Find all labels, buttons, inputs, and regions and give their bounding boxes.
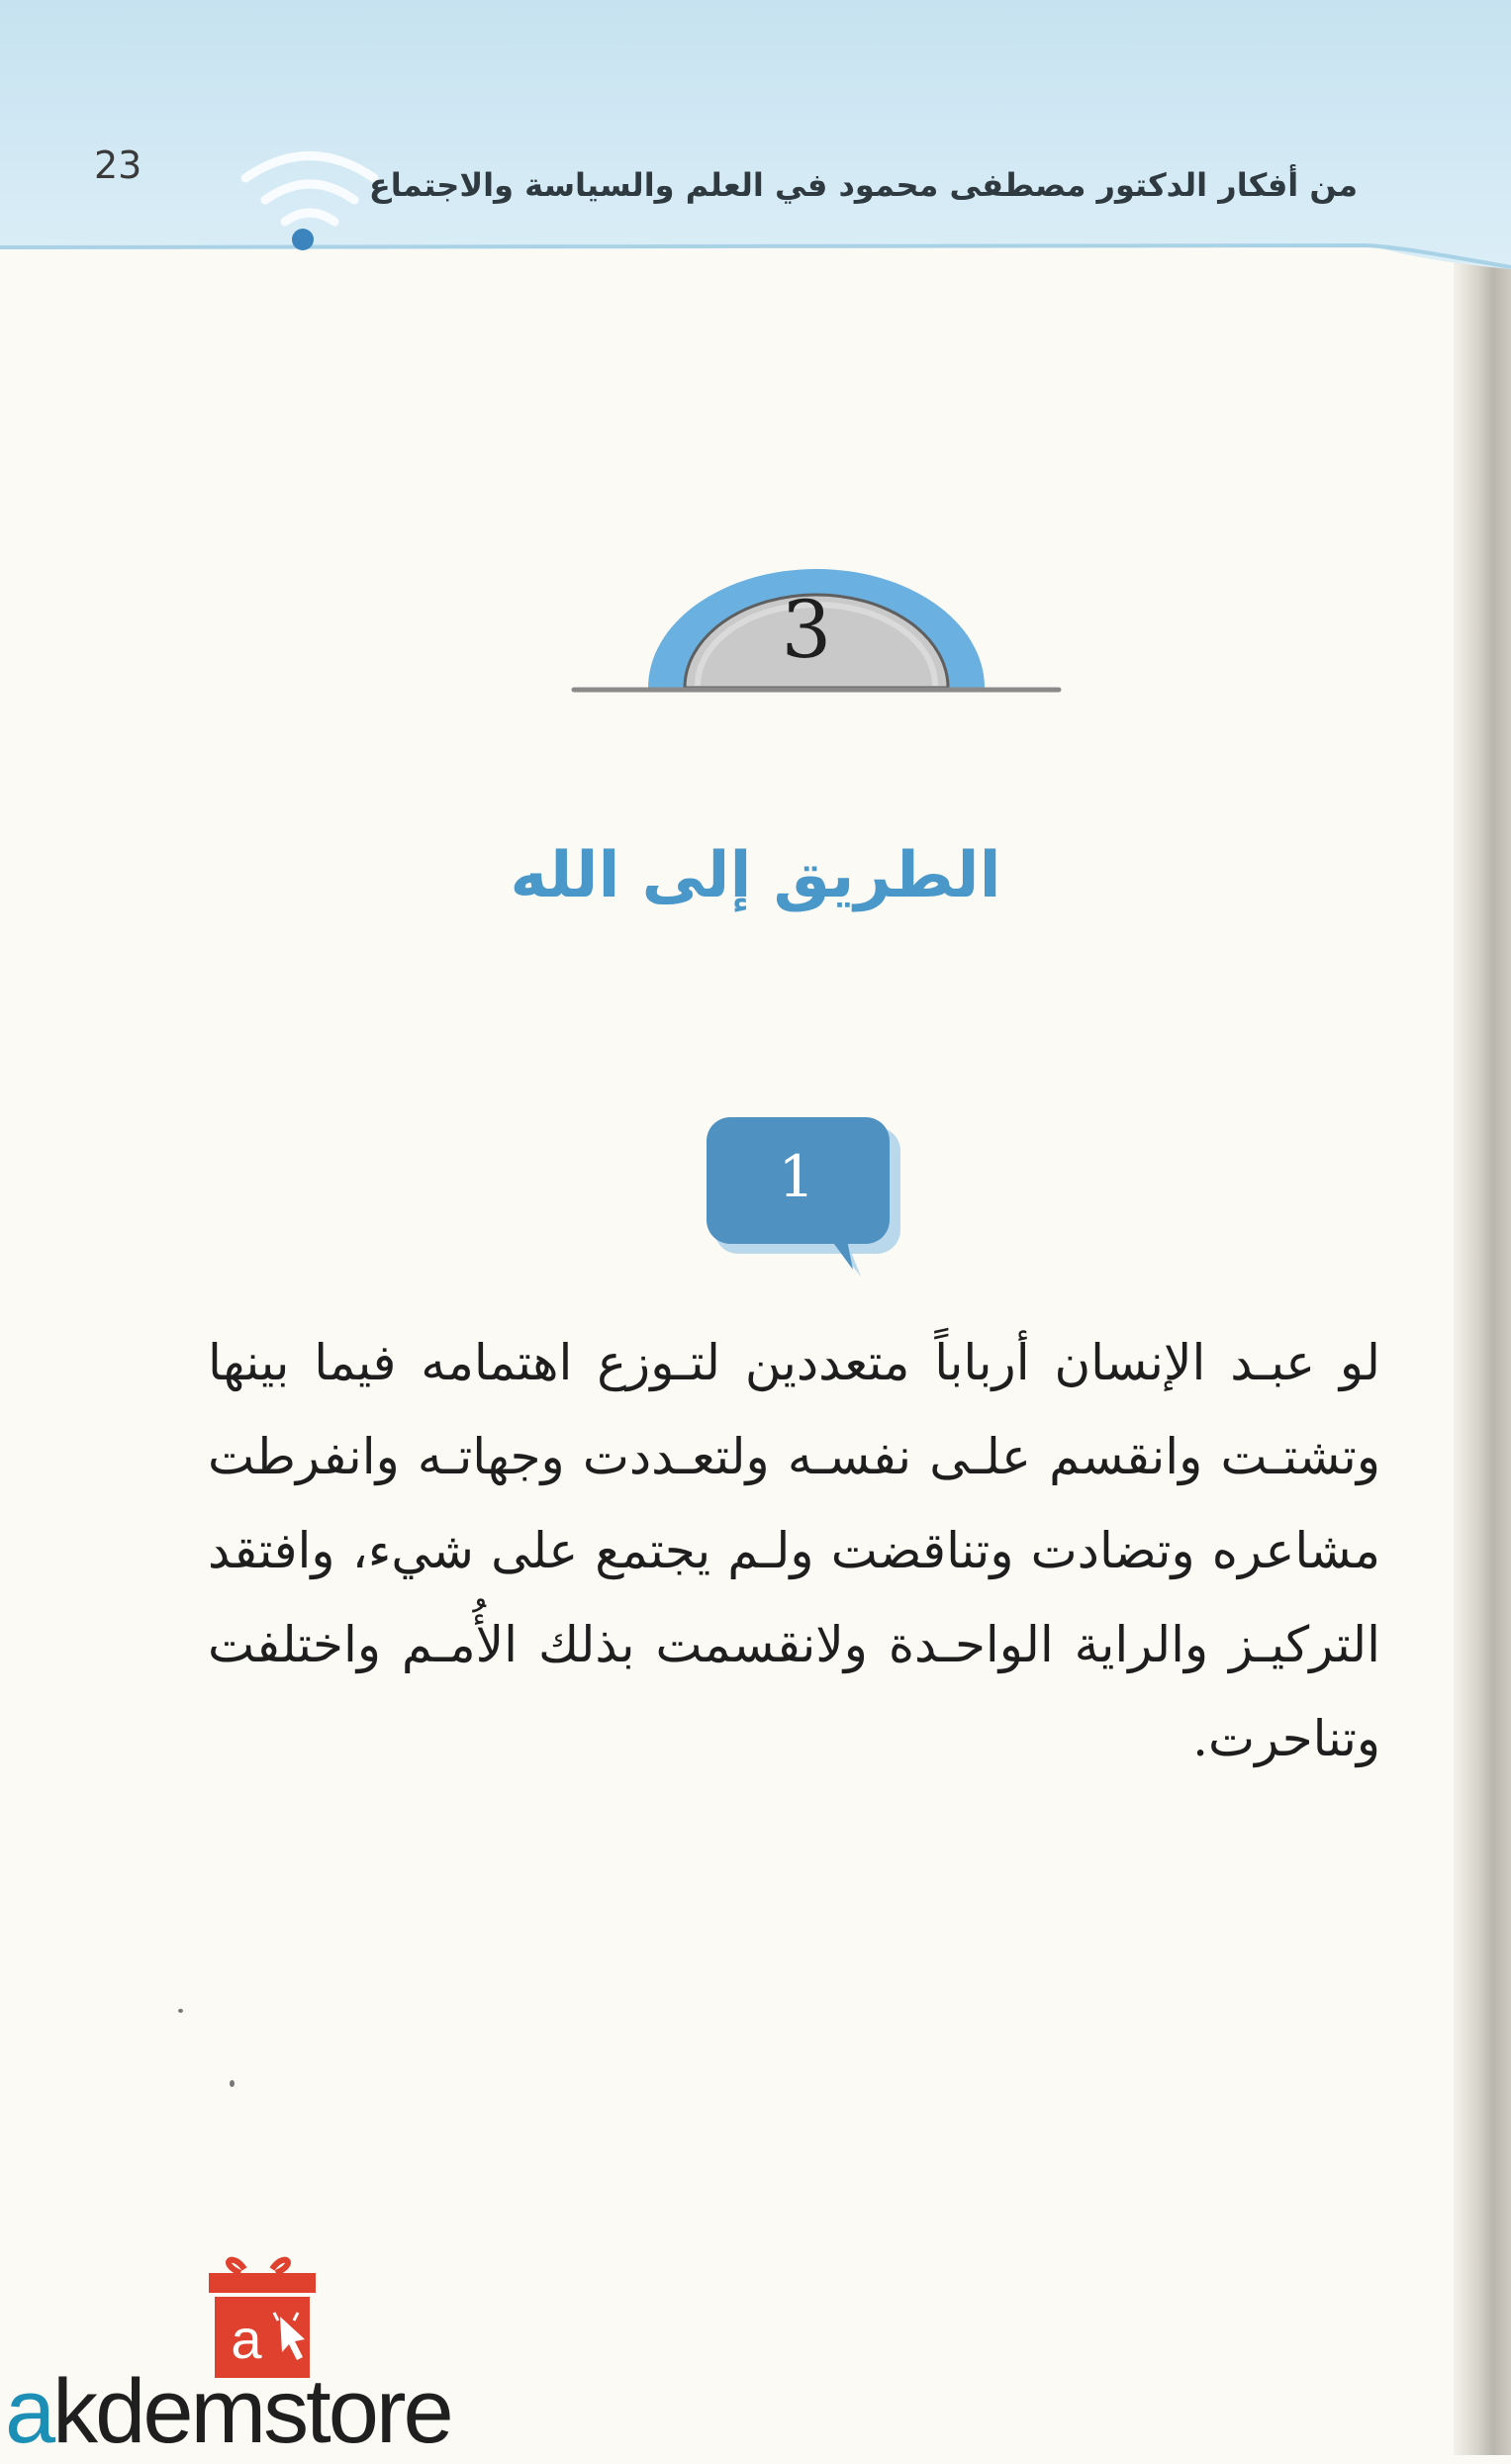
body-paragraph: لو عبـد الإنسان أرباباً متعددين لتـوزع اهتمامه فيما بينها وتشتـت وانقسم علـى نفسـه ولتعـددت وجهاتـه وانفرطت مشاعره وتضادت وتناقضت ولـم يجتمع على شيء، وافتقد التركيـز والراية الواحـدة ولانقسمت بذلك الأُمـم واختلفت وتناحرت. bbox=[208, 1334, 1381, 1767]
running-head: من أفكار الدكتور مصطفى محمود في العلم والسياسة والاجتماع bbox=[368, 166, 1358, 204]
section-number: 1 bbox=[778, 1143, 815, 1210]
scan-speck bbox=[178, 2009, 183, 2013]
page-edge bbox=[1454, 0, 1511, 2455]
chapter-number: 3 bbox=[781, 584, 832, 676]
page-number: 23 bbox=[94, 143, 142, 187]
logo-text-initial: a bbox=[5, 2361, 53, 2462]
logo-text-rest: kdemstore bbox=[52, 2361, 451, 2462]
chapter-title: الطريق إلى الله bbox=[510, 839, 1001, 912]
akdemstore-logo-text bbox=[5, 2360, 451, 2464]
logo-letter: a bbox=[231, 2308, 262, 2370]
scan-speck bbox=[230, 2080, 235, 2087]
